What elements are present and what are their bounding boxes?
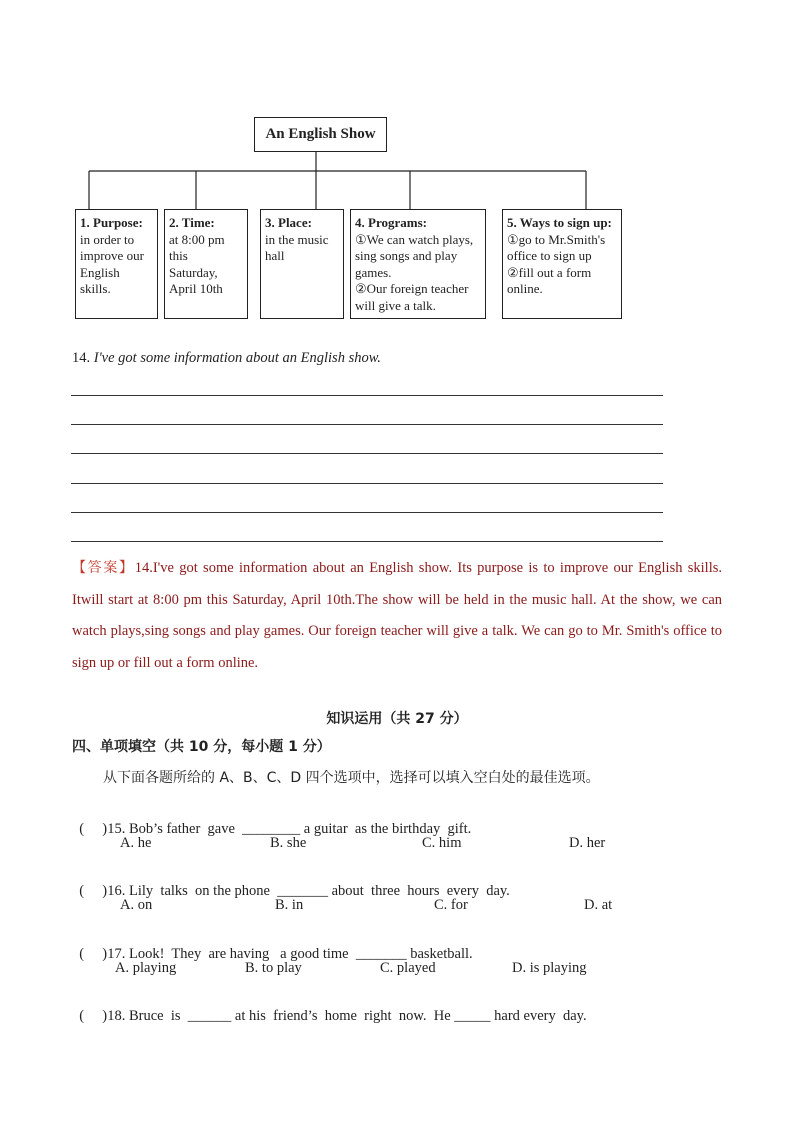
answer-line [71, 453, 663, 454]
option-b[interactable]: B. in [275, 897, 304, 913]
option-a[interactable]: A. on [120, 897, 153, 913]
question-stem: 16. Lily talks on the phone _______ about three hours every day. [107, 883, 510, 899]
answer-line [71, 424, 663, 425]
box-line: games. [355, 264, 392, 280]
option-c[interactable]: C. him [422, 835, 462, 851]
box-heading: 5. Ways to sign up: [507, 215, 612, 230]
box-line: ②fill out a form [507, 264, 592, 280]
diagram-box-ways-to-sign-up [502, 209, 622, 319]
box-line: ①We can watch plays, [355, 231, 474, 247]
box-line: in order to [80, 231, 135, 247]
answer-bracket[interactable]: ( ) [79, 883, 108, 899]
question-14 [72, 350, 381, 367]
answer-line [71, 541, 663, 542]
box-line: ①go to Mr.Smith's [507, 231, 606, 247]
box-line: in the music [265, 231, 329, 247]
answer-text: 14.I've got some information about an English show. Its purpose is to improve our English skills. Itwill start at 8:00 pm this Saturday, April 10th.The show will be held in the music hall. At the show, we can watch plays,sing songs and play games. Our foreign teacher will give a talk. We can go to Mr. Smith's office to sign up or fill out a form online. [72, 560, 723, 671]
box-line: hall [265, 248, 285, 263]
box-line: Saturday, [169, 264, 218, 280]
box-line: skills. [80, 281, 111, 296]
box-heading: 2. Time: [169, 215, 215, 230]
box-line: April 10th [169, 281, 223, 296]
box-line: at 8:00 pm [169, 231, 225, 247]
diagram-box-place [260, 209, 344, 319]
question-number: 14. [72, 350, 91, 366]
box-line: this [169, 248, 188, 263]
box-heading: 3. Place: [265, 215, 312, 230]
option-b[interactable]: B. she [270, 835, 307, 851]
answer-bracket[interactable]: ( ) [79, 1008, 108, 1024]
question-stem: 15. Bob’s father gave ________ a guitar as the birthday gift. [107, 821, 472, 837]
box-line: improve our [80, 248, 144, 263]
answer-line [71, 395, 663, 396]
option-b[interactable]: B. to play [245, 960, 302, 976]
diagram-box-programs [350, 209, 486, 319]
box-line: online. [507, 281, 543, 296]
box-line: ②Our foreign teacher [355, 281, 469, 296]
question-16 [72, 866, 510, 900]
question-stem: 18. Bruce is ______ at his friend’s home right now. He _____ hard every day. [107, 1008, 587, 1024]
option-c[interactable]: C. for [434, 897, 468, 913]
option-d[interactable]: D. at [584, 897, 613, 913]
option-c[interactable]: C. played [380, 960, 436, 976]
question-15 [72, 804, 471, 838]
question-17 [72, 929, 473, 963]
option-d[interactable]: D. her [569, 835, 606, 851]
question-18 [72, 991, 587, 1025]
answer-line [71, 483, 663, 484]
section-title: 知识运用（共 27 分） [326, 711, 468, 727]
box-heading: 4. Programs: [355, 215, 427, 230]
box-line: office to sign up [507, 248, 592, 263]
box-heading: 1. Purpose: [80, 215, 143, 230]
diagram-box-purpose [75, 209, 158, 319]
option-a[interactable]: A. he [120, 835, 152, 851]
answer-line [71, 512, 663, 513]
box-line: sing songs and play [355, 248, 458, 263]
question-stem: 17. Look! They are having a good time _______ basketball. [107, 946, 473, 962]
section-instruction: 从下面各题所给的 A、B、C、D 四个选项中，选择可以填入空白处的最佳选项。 [103, 770, 600, 786]
answer-bracket[interactable]: ( ) [79, 821, 108, 837]
answer-bracket[interactable]: ( ) [79, 946, 108, 962]
section-heading: 四、单项填空（共 10 分，每小题 1 分） [72, 739, 331, 755]
option-d[interactable]: D. is playing [512, 960, 587, 976]
diagram-title: An English Show [254, 117, 387, 152]
diagram-box-time [164, 209, 248, 319]
answer-block [72, 553, 722, 679]
box-line: English [80, 264, 120, 280]
option-a[interactable]: A. playing [115, 960, 177, 976]
question-text: I've got some information about an English show. [93, 350, 381, 366]
answer-tag: 【答案】 [72, 560, 135, 576]
box-line: will give a talk. [355, 297, 436, 313]
